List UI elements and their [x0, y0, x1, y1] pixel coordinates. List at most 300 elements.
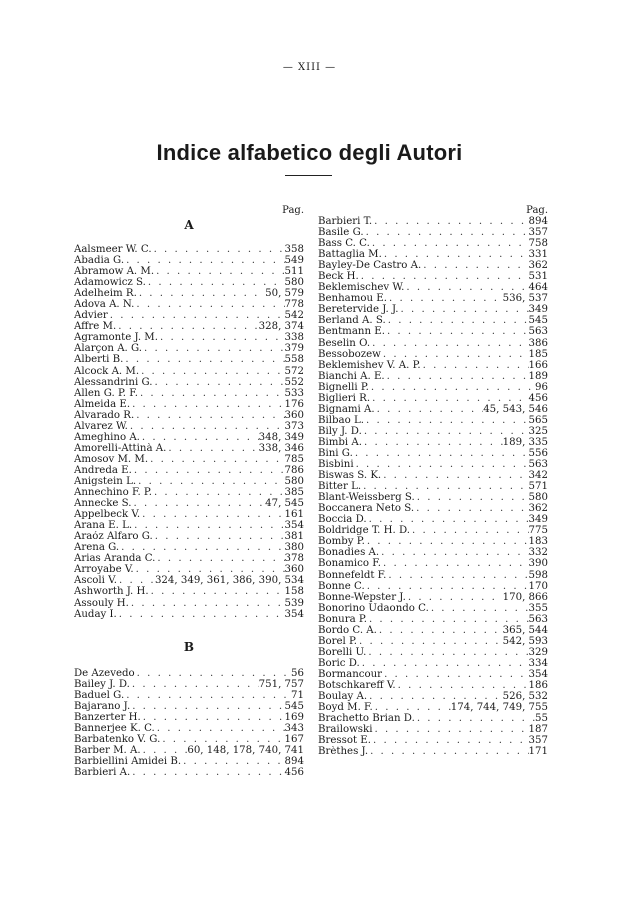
dot-leader	[368, 746, 528, 757]
dot-leader	[140, 432, 259, 443]
dot-leader	[155, 723, 285, 734]
index-entry	[318, 592, 548, 603]
index-entry	[74, 668, 304, 679]
dot-leader	[372, 724, 528, 735]
dot-leader	[138, 388, 285, 399]
author-name: Beklemischev W.	[318, 282, 405, 294]
pag-label: Pag.	[282, 205, 304, 216]
author-name: Barbatenko V. G.	[74, 733, 161, 745]
dot-leader	[396, 680, 529, 691]
index-entry	[74, 531, 304, 542]
page-references: 549	[284, 255, 304, 267]
index-entry	[318, 271, 548, 282]
index-column-left	[74, 205, 304, 778]
index-entry	[318, 282, 548, 293]
page-references: 354	[528, 668, 548, 680]
page-references: 563	[528, 613, 548, 625]
dot-leader	[361, 481, 528, 492]
page-references: 332	[528, 547, 548, 559]
dot-leader	[130, 767, 284, 778]
author-name: Bonadies A.	[318, 547, 380, 559]
author-name: Bonura P.	[318, 613, 367, 625]
author-name: Affre M.	[74, 321, 117, 333]
index-entry	[74, 723, 304, 734]
index-entry	[74, 465, 304, 476]
author-name: Alarçon A. G.	[74, 343, 143, 355]
dot-leader	[124, 255, 284, 266]
page-references: 331	[528, 249, 548, 261]
section-a-entries	[74, 244, 304, 620]
author-name: Boric D.	[318, 657, 360, 669]
index-entry	[74, 598, 304, 609]
index-entry	[318, 636, 548, 647]
page-references: 170	[528, 580, 548, 592]
index-entry	[74, 509, 304, 520]
dot-leader	[362, 437, 503, 448]
page-references: 526, 532	[502, 691, 548, 703]
index-entry	[318, 437, 548, 448]
page-references: 373	[284, 420, 304, 432]
dot-leader	[108, 310, 285, 321]
dot-leader	[160, 734, 284, 745]
dot-leader	[152, 377, 284, 388]
page-references: 580	[284, 475, 304, 487]
page-references: 571	[528, 481, 548, 493]
author-name: Annechino F. P.	[74, 487, 152, 499]
index-entry	[318, 614, 548, 625]
author-name: Auday I.	[74, 608, 117, 620]
index-entry	[74, 767, 304, 778]
author-name: Bilbao L.	[318, 414, 364, 426]
author-name: Bignami A.	[318, 403, 375, 415]
page-references: 563	[528, 326, 548, 338]
index-entry	[318, 514, 548, 525]
author-name: Adova A. N.	[74, 299, 135, 311]
dot-leader	[372, 216, 528, 227]
index-entry	[318, 393, 548, 404]
page-references: 365, 544	[502, 624, 548, 636]
index-entry	[318, 625, 548, 636]
index-entry	[318, 293, 548, 304]
index-column-right	[318, 205, 548, 757]
page-references: 189, 335	[502, 436, 548, 448]
page-references: 325	[528, 425, 548, 437]
index-entry	[74, 679, 304, 690]
dot-leader	[367, 514, 529, 525]
dot-leader	[386, 570, 528, 581]
author-name: Bini G.	[318, 447, 353, 459]
author-name: Anigstein L.	[74, 475, 137, 487]
author-name: Bordo C. A.	[318, 624, 377, 636]
page-references: 378	[284, 553, 304, 565]
dot-leader	[357, 636, 503, 647]
page-references: 542	[284, 310, 304, 322]
author-name: Bianchi A. E.	[318, 370, 385, 382]
index-entry	[318, 216, 548, 227]
dot-leader	[370, 238, 529, 249]
index-entry	[74, 443, 304, 454]
page-references: 758	[528, 238, 548, 250]
author-name: Amorelli-Attinà A.	[74, 442, 167, 454]
index-entry	[74, 575, 304, 586]
index-entry	[318, 326, 548, 337]
dot-leader	[359, 271, 529, 282]
page-references: 342	[528, 470, 548, 482]
author-name: Arana E. L.	[74, 520, 133, 532]
dot-leader	[141, 712, 285, 723]
dot-leader	[364, 227, 529, 238]
index-entry	[318, 459, 548, 470]
index-entry	[74, 299, 304, 310]
index-entry	[74, 277, 304, 288]
section-b-entries	[74, 668, 304, 778]
author-name: Bimbi A.	[318, 436, 363, 448]
page-references: 354	[284, 520, 304, 532]
dot-leader	[379, 547, 528, 558]
index-entry	[318, 680, 548, 691]
page-references: 390	[528, 558, 548, 570]
author-name: Alberti B.	[74, 354, 124, 366]
index-entry	[74, 366, 304, 377]
author-name: Bentmann E.	[318, 326, 385, 338]
page-references: 362	[528, 260, 548, 272]
author-name: De Azevedo	[74, 667, 135, 679]
author-name: Biglieri R.	[318, 392, 371, 404]
author-name: Bonamico F.	[318, 558, 381, 570]
index-entry	[318, 338, 548, 349]
index-entry	[74, 498, 304, 509]
page-references: 169	[284, 711, 304, 723]
page-references: 545	[284, 700, 304, 712]
page-references: 158	[284, 586, 304, 598]
dot-leader	[149, 586, 285, 597]
dot-leader	[353, 448, 529, 459]
author-name: Alessandrini G.	[74, 376, 153, 388]
index-entry	[74, 564, 304, 575]
page-references: 50, 579	[265, 288, 304, 300]
author-name: Borel P.	[318, 635, 358, 647]
page-number: — XIII —	[282, 62, 337, 73]
index-entry	[318, 746, 548, 757]
author-name: Battaglia M.	[318, 249, 382, 261]
dot-leader	[365, 536, 529, 547]
dot-leader	[382, 669, 528, 680]
dot-leader	[386, 315, 529, 326]
author-name: Arena G.	[74, 542, 120, 554]
dot-leader	[385, 371, 529, 382]
index-entry	[318, 304, 548, 315]
dot-leader	[130, 399, 284, 410]
index-entry	[74, 454, 304, 465]
author-name: Bily J. D.	[318, 425, 362, 437]
author-name: Barber M. A.	[74, 744, 141, 756]
index-entry	[74, 332, 304, 343]
dot-leader	[116, 321, 258, 332]
dot-leader	[387, 293, 503, 304]
dot-leader	[124, 690, 291, 701]
dot-leader	[381, 470, 528, 481]
author-name: Benhamou E.	[318, 293, 387, 305]
page-references: 357	[528, 735, 548, 747]
dot-leader	[140, 509, 284, 520]
index-entry	[318, 669, 548, 680]
index-entry	[318, 691, 548, 702]
index-entry	[74, 701, 304, 712]
dot-leader	[158, 332, 285, 343]
page-references: 349	[528, 304, 548, 316]
author-name: Bormancour	[318, 668, 383, 680]
dot-leader	[381, 558, 529, 569]
index-entry	[74, 388, 304, 399]
dot-leader	[414, 503, 528, 514]
dot-leader	[369, 382, 535, 393]
dot-leader	[382, 249, 529, 260]
index-entry	[318, 349, 548, 360]
page-references: 170, 866	[502, 591, 548, 603]
index-entry	[74, 586, 304, 597]
page-references: 894	[528, 216, 548, 227]
index-entry	[74, 476, 304, 487]
index-entry	[318, 525, 548, 536]
page-references: 343	[284, 722, 304, 734]
page-references: 186	[528, 679, 548, 691]
index-entry	[74, 410, 304, 421]
page-references: 775	[528, 525, 548, 537]
index-entry	[318, 371, 548, 382]
author-name: Araóz Alfaro G.	[74, 531, 153, 543]
page-references: 355	[528, 602, 548, 614]
author-name: Bonne C.	[318, 580, 365, 592]
page-references: 539	[284, 597, 304, 609]
index-entry	[74, 542, 304, 553]
dot-leader	[375, 404, 484, 415]
index-entry	[74, 399, 304, 410]
dot-leader	[370, 338, 528, 349]
index-entry	[318, 603, 548, 614]
dot-leader	[377, 625, 503, 636]
author-name: Agramonte J. M.	[74, 332, 158, 344]
dot-leader	[148, 454, 284, 465]
page-references: 386	[528, 337, 548, 349]
page-references: 47, 545	[265, 498, 304, 510]
dot-leader	[421, 260, 528, 271]
dot-leader	[152, 244, 285, 255]
author-name: Bignelli P.	[318, 381, 369, 393]
author-name: Botschkareff V.	[318, 679, 396, 691]
index-entry	[74, 690, 304, 701]
author-name: Barbieri A.	[74, 767, 131, 779]
author-name: Adelheim R.	[74, 288, 137, 300]
page-references: 324, 349, 361, 386, 390, 534	[154, 575, 304, 587]
page-references: 71	[291, 689, 304, 701]
index-entry	[318, 238, 548, 249]
index-entry	[318, 570, 548, 581]
author-name: Bonne-Wepster J.	[318, 591, 406, 603]
page-references: 580	[284, 277, 304, 289]
right-column-entries	[318, 216, 548, 757]
author-name: Brachetto Brian D.	[318, 713, 415, 725]
index-entry	[318, 404, 548, 415]
page-references: 349	[528, 514, 548, 526]
page-references: 751, 757	[258, 678, 304, 690]
author-name: Bressot E.	[318, 735, 371, 747]
page-references: 379	[284, 343, 304, 355]
author-name: Barbieri T.	[318, 216, 373, 227]
author-name: Bannerjee K. C.	[74, 722, 155, 734]
dot-leader	[155, 553, 284, 564]
section-letter-a: A	[184, 218, 194, 232]
author-name: Banzerter H.	[74, 711, 141, 723]
author-name: Arias Aranda C.	[74, 553, 156, 565]
author-name: Assouly H.	[74, 597, 129, 609]
page-references: 360	[284, 409, 304, 421]
dot-leader	[415, 492, 529, 503]
author-name: Bomby P.	[318, 536, 365, 548]
index-entry	[318, 360, 548, 371]
index-entry	[74, 244, 304, 255]
index-entry	[318, 492, 548, 503]
dot-leader	[366, 647, 528, 658]
index-entry	[318, 547, 548, 558]
author-name: Ashworth J. H.	[74, 586, 149, 598]
dot-leader	[385, 326, 529, 337]
page-references: 357	[528, 227, 548, 239]
author-name: Advier	[74, 310, 108, 322]
author-name: Ameghino A.	[74, 431, 140, 443]
author-name: Boccanera Neto S.	[318, 503, 415, 515]
dot-leader	[373, 702, 451, 713]
page-references: 456	[528, 392, 548, 404]
author-name: Adamowicz S.	[74, 277, 146, 289]
author-name: Barbiellini Amidei B.	[74, 755, 182, 767]
index-entry	[74, 255, 304, 266]
page-references: 536, 537	[502, 293, 548, 305]
dot-leader	[141, 745, 188, 756]
page-references: 60, 148, 178, 740, 741	[187, 744, 304, 756]
index-entry	[318, 382, 548, 393]
page-references: 464	[528, 282, 548, 294]
dot-leader	[132, 498, 266, 509]
dot-leader	[406, 592, 503, 603]
dot-leader	[137, 288, 265, 299]
author-name: Bailey J. D.	[74, 678, 130, 690]
dot-leader	[142, 343, 285, 354]
author-name: Bitter L.	[318, 481, 362, 493]
index-entry	[318, 260, 548, 271]
page-references: 166	[528, 359, 548, 371]
page-references: 511	[284, 266, 304, 278]
index-entry	[318, 713, 548, 724]
page-references: 533	[284, 387, 304, 399]
page-references: 183	[528, 536, 548, 548]
index-entry	[74, 520, 304, 531]
dot-leader	[139, 366, 284, 377]
page-references: 786	[284, 464, 304, 476]
author-name: Basile G.	[318, 227, 364, 239]
author-name: Brailowski	[318, 724, 373, 736]
dot-leader	[134, 410, 284, 421]
dot-leader	[367, 691, 503, 702]
dot-leader	[404, 282, 528, 293]
dot-leader	[410, 525, 529, 536]
index-entry	[74, 756, 304, 767]
dot-leader	[371, 735, 529, 746]
page-references: 545	[528, 315, 548, 327]
dot-leader	[181, 756, 284, 767]
page-references: 542, 593	[502, 635, 548, 647]
dot-leader	[153, 531, 285, 542]
dot-leader	[362, 426, 529, 437]
dot-leader	[136, 476, 284, 487]
author-name: Beklemishev V. A. P.	[318, 359, 421, 371]
dot-leader	[130, 679, 259, 690]
page-references: 189	[528, 370, 548, 382]
section-letter-b: B	[183, 639, 195, 654]
page-references: 328, 374	[258, 321, 304, 333]
index-entry	[318, 735, 548, 746]
author-name: Aalsmeer W. C.	[74, 244, 152, 255]
page-references: 362	[528, 503, 548, 515]
index-entry	[74, 354, 304, 365]
dot-leader	[130, 701, 284, 712]
author-name: Boyd M. F.	[318, 702, 373, 714]
index-entry	[74, 288, 304, 299]
author-name: Amosov M. M.	[74, 453, 149, 465]
index-entry	[318, 481, 548, 492]
page-references: 380	[284, 542, 304, 554]
dot-leader	[117, 575, 155, 586]
index-entry	[318, 503, 548, 514]
dot-leader	[146, 277, 285, 288]
index-entry	[318, 249, 548, 260]
page-references: 563	[528, 459, 548, 471]
index-entry	[318, 470, 548, 481]
page-references: 456	[284, 767, 304, 779]
page-references: 334	[528, 657, 548, 669]
index-entry	[74, 310, 304, 321]
author-name: Berland A. S.	[318, 315, 386, 327]
page-references: 185	[528, 348, 548, 360]
index-entry	[318, 658, 548, 669]
page-references: 55	[535, 713, 548, 725]
author-name: Ascoli V.	[74, 575, 117, 587]
author-name: Bisbini	[318, 459, 354, 471]
author-name: Alvarado R.	[74, 409, 135, 421]
dot-leader	[370, 393, 528, 404]
author-name: Almeida E.	[74, 398, 131, 410]
index-entry	[74, 321, 304, 332]
page-references: 354	[284, 608, 304, 620]
page-references: 531	[528, 271, 548, 283]
page-references: 176	[284, 398, 304, 410]
dot-leader	[421, 360, 529, 371]
dot-leader	[152, 487, 285, 498]
page-title: Indice alfabetico degli Autori	[156, 140, 463, 165]
page-references: 96	[535, 381, 548, 393]
page-references: 360	[284, 564, 304, 576]
index-entry	[74, 553, 304, 564]
page-references: 56	[291, 667, 304, 679]
author-name: Appelbeck V.	[74, 509, 141, 521]
page-references: 171	[528, 746, 548, 758]
dot-leader	[132, 465, 285, 476]
author-name: Bonnefeldt F.	[318, 569, 387, 581]
index-entry	[74, 377, 304, 388]
index-entry	[318, 647, 548, 658]
index-entry	[318, 536, 548, 547]
author-name: Alvarez W.	[74, 420, 128, 432]
page-references: 556	[528, 447, 548, 459]
